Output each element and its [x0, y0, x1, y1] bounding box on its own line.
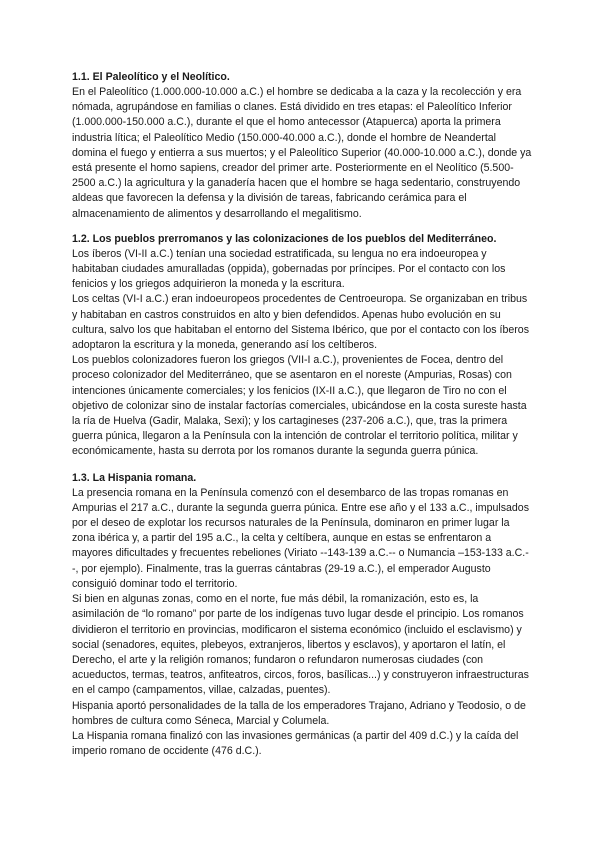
- paragraph: En el Paleolítico (1.000.000-10.000 a.C.) el hombre se dedicaba a la caza y la recolección y era nómada, agrupándose en familias o clanes. Está dividido en tres etapas: el Paleolítico Inferior (1.000.000-150.000 a.C.), durante el que el homo antecessor (Atapuerca) aporta la primera industria lítica; el Paleolítico Medio (150.000-40.000 a.C.), donde el hombre de Neandertal domina el fuego y entierra a sus muertos; y el Paleolítico Superior (40.000-10.000 a.C.), donde ya está presente el homo sapiens, creador del primer arte. Posteriormente en el Neolítico (5.500-2500 a.C.) la agricultura y la ganadería hacen que el hombre se haga sedentario, construyendo aldeas que favorecen la defensa y la división de tareas, fabricando cerámica para el almacenamiento de alimentos y desarrollando el megalitismo.: [72, 86, 532, 220]
- section-paleolitico-neolitico: [72, 70, 532, 222]
- section-heading: 1.2. Los pueblos prerromanos y las colonizaciones de los pueblos del Mediterráneo.: [72, 232, 497, 245]
- paragraph: La Hispania romana finalizó con las invasiones germánicas (a partir del 409 d.C.) y la caída del imperio romano de occidente (476 d.C.).: [72, 729, 519, 758]
- paragraph: La presencia romana en la Península comenzó con el desembarco de las tropas romanas en Ampurias el 217 a.C., durante la segunda guerra púnica. Entre ese año y el 133 a.C., impulsados por el deseo de explotar los recursos naturales de la Península, dominaron en primer lugar la zona ibérica y, a partir del 195 a.C., la celta y celtíbera, aunque en estas se enfrentaron a mayores dificultades y frecuentes rebeliones (Viriato --143-139 a.C.-- o Numancia –153-133 a.C.--, por ejemplo). Finalmente, tras la guerras cántabras (29-19 a.C.), el emperador Augusto consiguió dominar todo el territorio.: [72, 486, 529, 590]
- paragraph: Los celtas (VI-I a.C.) eran indoeuropeos procedentes de Centroeuropa. Se organizaban en tribus y habitaban en castros construidos en alto y bien defendidos. Apenas hubo evolución en su cultura, salvo los que habitaban el entorno del Sistema Ibérico, que por el contacto con los íberos adoptaron la escritura y la moneda, generando así los celtíberos.: [72, 293, 529, 352]
- section-pueblos-prerromanos: [72, 232, 532, 460]
- section-hispania-romana: [72, 471, 532, 760]
- paragraph: Hispania aportó personalidades de la talla de los emperadores Trajano, Adriano y Teodosio, o de hombres de cultura como Séneca, Marcial y Columela.: [72, 699, 526, 727]
- section-heading: 1.1. El Paleolítico y el Neolítico.: [72, 71, 230, 83]
- paragraph: Si bien en algunas zonas, como en el norte, fue más débil, la romanización, esto es, la asimilación de “lo romano” por parte de los indígenas tuvo lugar desde el principio. Los romanos dividieron el territorio en provincias, modificaron el sistema económico (incluido el esclavismo) y social (senadores, equites, plebeyos, extranjeros, libertos y esclavos), y aportaron el latín, el Derecho, el arte y la religión romanos; fundaron o refundaron numerosas ciudades (con acueductos, termas, teatros, anfiteatros, circos, foros, basílicas...) y construyeron infraestructuras en el campo (campamentos, villae, calzadas, puentes).: [72, 593, 529, 697]
- paragraph: Los pueblos colonizadores fueron los griegos (VII-I a.C.), provenientes de Focea, dentro del proceso colonizador del Mediterráneo, que se asentaron en el noreste (Ampurias, Rosas) con intenciones únicamente comerciales; y los fenicios (IX-II a.C.), que llegaron de Tiro no con el objetivo de colonizar sino de instalar factorías comerciales, ubicándose en la costa sureste hasta la ría de Huelva (Gadir, Malaka, Sexi); y los cartagineses (237-206 a.C.), que, tras la primera guerra púnica, llegaron a la Península con la intención de controlar el territorio política, militar y económicamente, hasta su derrota por los romanos durante la segunda guerra púnica.: [72, 354, 527, 458]
- document-page: [72, 70, 532, 769]
- section-heading: 1.3. La Hispania romana.: [72, 471, 197, 484]
- paragraph: Los íberos (VI-II a.C.) tenían una sociedad estratificada, su lengua no era indoeuropea y habitaban ciudades amuralladas (oppida), gobernadas por príncipes. Por el contacto con los fenicios y los griegos adquirieron la moneda y la escritura.: [72, 247, 506, 291]
